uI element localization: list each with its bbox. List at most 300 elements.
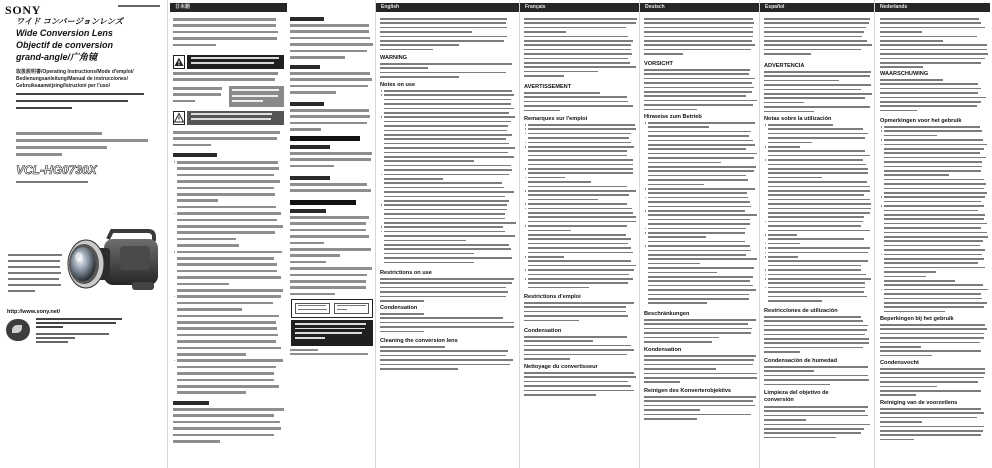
text-line <box>648 166 756 168</box>
text-line <box>644 409 700 411</box>
text-line <box>290 91 336 94</box>
text-line <box>884 157 986 159</box>
bullet-dot <box>881 205 883 207</box>
text-line <box>880 426 984 428</box>
text-block <box>764 18 872 59</box>
text-line <box>884 139 983 141</box>
text-line <box>36 322 116 324</box>
text-block <box>380 18 516 51</box>
text-block <box>644 319 757 344</box>
text-block <box>290 183 373 195</box>
text-line <box>648 175 746 177</box>
website-url: http://www.sony.net/ <box>7 309 61 315</box>
printing-notice <box>36 333 112 345</box>
bullet-dot <box>765 124 767 126</box>
heading-cleaning: Cleaning the conversion lens <box>380 338 458 344</box>
warning-text <box>191 57 279 67</box>
text-line <box>644 100 757 102</box>
manual-title-line: Bedienungsanleitung/Manual de instrucciones/ <box>16 76 128 82</box>
section-heading-bar <box>290 209 326 213</box>
heading-notes-on-use: Notes on use <box>380 82 416 88</box>
text-line <box>384 191 514 193</box>
heading-condensation: Condensvocht <box>880 360 919 366</box>
chapter-heading-bar <box>290 200 356 205</box>
text-line <box>380 355 506 357</box>
language-header-es: Español <box>760 3 874 12</box>
text-line <box>528 256 564 258</box>
text-line <box>524 110 560 112</box>
text-line <box>380 300 424 302</box>
panel-divider <box>519 0 520 468</box>
text-line <box>644 355 756 357</box>
panel-divider <box>375 0 376 468</box>
text-line <box>648 153 757 155</box>
bullet-dot <box>525 190 527 192</box>
text-line <box>884 161 982 163</box>
heading-cleaning: Reiniging van de voorzetlens <box>880 400 958 406</box>
bullet-dot <box>881 254 883 256</box>
text-line <box>884 311 945 313</box>
manual-title-line: 取扱説明書/Operating Instructions/Mode d'emploi/ <box>16 69 134 75</box>
text-block <box>290 109 373 131</box>
text-line <box>884 276 926 278</box>
warning-box <box>173 55 284 69</box>
text-line <box>290 353 368 355</box>
text-line <box>880 368 985 370</box>
text-line <box>764 424 870 426</box>
text-line <box>768 159 863 161</box>
text-block <box>173 87 225 107</box>
text-line <box>384 112 509 114</box>
text-line <box>880 79 943 81</box>
text-line <box>768 296 867 298</box>
text-block <box>290 349 370 355</box>
text-line <box>173 427 281 430</box>
text-line <box>884 280 955 282</box>
text-line <box>524 340 593 342</box>
text-line <box>764 71 871 73</box>
text-line <box>384 130 507 132</box>
text-line <box>648 250 751 252</box>
heading-notes-on-use: Remarques sur l'emploi <box>524 116 588 122</box>
section-heading-bar <box>290 17 324 21</box>
text-line <box>380 18 507 20</box>
text-line <box>884 152 980 154</box>
caution-triangle-icon <box>173 111 185 125</box>
text-line <box>380 49 433 51</box>
text-line <box>528 155 627 157</box>
text-line <box>648 214 757 216</box>
text-line <box>380 278 514 280</box>
text-line <box>880 421 922 423</box>
text-line <box>884 135 937 137</box>
panel-divider <box>874 0 875 468</box>
text-line <box>384 152 508 154</box>
text-line <box>177 199 218 202</box>
text-line <box>648 126 709 128</box>
text-line <box>177 340 276 343</box>
heading-restrictions: Restricciones de utilización <box>764 308 838 314</box>
text-line <box>384 143 509 145</box>
text-line <box>528 216 636 218</box>
text-line <box>232 95 278 97</box>
product-title-fr-cn: grand-angle/广角镜 <box>16 52 98 62</box>
text-line <box>768 252 868 254</box>
text-line <box>884 262 978 264</box>
text-line <box>884 188 984 190</box>
text-block <box>173 72 284 84</box>
bullet-dot <box>765 247 767 249</box>
text-line <box>173 434 274 437</box>
heading-condensation: Condensation <box>380 305 418 311</box>
text-line <box>644 381 680 383</box>
text-line <box>177 244 239 247</box>
text-line <box>764 316 861 318</box>
text-line <box>528 159 633 161</box>
text-line <box>173 137 277 140</box>
text-line <box>337 305 366 306</box>
camcorder-illustration <box>62 226 162 301</box>
text-line <box>764 338 869 340</box>
text-block <box>880 368 988 397</box>
text-line <box>36 337 75 339</box>
text-line <box>290 235 369 238</box>
text-line <box>644 31 753 33</box>
heading-cleaning: Limpieza del objetivo de conversión <box>764 390 829 403</box>
language-header-ja: 日本語 <box>170 3 287 12</box>
text-line <box>384 160 474 162</box>
text-line <box>295 323 366 325</box>
text-line <box>768 216 864 218</box>
text-line <box>880 439 914 441</box>
text-line <box>880 110 917 112</box>
text-line <box>177 308 242 311</box>
text-line <box>384 204 507 206</box>
text-line <box>644 78 755 80</box>
heading-cleaning: Reinigen des Konverterobjektivs <box>644 388 732 394</box>
text-line <box>177 231 275 234</box>
text-line <box>884 223 987 225</box>
text-line <box>764 325 868 327</box>
section-heading-bar <box>290 65 320 69</box>
text-line <box>884 284 983 286</box>
text-line <box>524 44 631 46</box>
text-line <box>384 90 512 92</box>
text-line <box>648 131 751 133</box>
bullet-dot <box>525 208 527 210</box>
text-line <box>177 167 279 170</box>
text-block <box>764 406 872 439</box>
text-line <box>173 144 211 147</box>
text-line <box>290 349 318 351</box>
text-line <box>177 193 275 196</box>
text-line <box>884 183 986 185</box>
text-line <box>880 27 985 29</box>
text-line <box>524 40 633 42</box>
bullet-dot <box>381 116 383 118</box>
text-line <box>768 260 868 262</box>
text-line <box>768 269 861 271</box>
bullet-dot <box>645 122 647 124</box>
text-line <box>648 206 751 208</box>
text-line <box>644 418 697 420</box>
text-line <box>380 76 459 78</box>
text-line <box>177 180 280 183</box>
text-block <box>764 316 872 355</box>
bullet-dot <box>765 278 767 280</box>
text-line <box>290 115 370 118</box>
text-line <box>648 148 746 150</box>
text-line <box>644 323 748 325</box>
text-line <box>884 302 987 304</box>
text-line <box>884 126 980 128</box>
text-line <box>648 272 717 274</box>
text-line <box>648 258 757 260</box>
text-line <box>384 218 505 220</box>
bullet-dot <box>765 221 767 223</box>
text-line <box>648 280 750 282</box>
text-block <box>880 126 988 313</box>
text-line <box>644 377 757 379</box>
text-line <box>384 165 511 167</box>
heading-notes-on-use: Opmerkingen voor het gebruik <box>880 118 962 124</box>
bullet-dot <box>645 245 647 247</box>
text-line <box>384 200 509 202</box>
text-line <box>16 153 62 156</box>
text-block <box>880 79 988 115</box>
text-line <box>380 63 512 65</box>
chapter-heading-bar <box>290 136 360 141</box>
bullet-dot <box>381 226 383 228</box>
text-block <box>880 18 988 68</box>
text-line <box>384 240 466 242</box>
text-line <box>173 408 284 411</box>
text-line <box>880 44 987 46</box>
text-line <box>290 85 368 88</box>
text-line <box>768 124 833 126</box>
text-line <box>648 219 750 221</box>
text-line <box>648 289 756 291</box>
text-line <box>880 101 981 103</box>
text-line <box>177 379 274 382</box>
text-line <box>884 170 981 172</box>
text-line <box>524 49 631 51</box>
text-line <box>768 203 871 205</box>
text-line <box>173 18 276 21</box>
text-line <box>528 287 589 289</box>
text-line <box>648 157 754 159</box>
text-line <box>524 66 636 68</box>
text-line <box>768 133 868 135</box>
model-number: VCL-HG0730X <box>16 163 97 177</box>
text-line <box>524 71 598 73</box>
panel-divider <box>167 0 168 468</box>
text-line <box>290 222 366 225</box>
text-line <box>524 345 631 347</box>
text-line <box>177 385 279 388</box>
text-line <box>8 284 61 286</box>
text-line <box>177 302 273 305</box>
illustration-caption <box>8 254 62 294</box>
text-line <box>884 144 987 146</box>
text-line <box>177 321 276 324</box>
text-line <box>648 188 755 190</box>
bullet-dot <box>174 360 176 362</box>
text-line <box>524 18 637 20</box>
text-line <box>644 373 757 375</box>
text-line <box>880 394 916 396</box>
text-block <box>290 216 373 296</box>
text-line <box>644 82 752 84</box>
text-line <box>524 101 628 103</box>
text-line <box>648 254 746 256</box>
text-line <box>528 247 631 249</box>
text-line <box>644 69 750 71</box>
text-line <box>177 206 276 209</box>
text-line <box>177 270 277 273</box>
text-line <box>290 248 371 251</box>
text-line <box>384 187 504 189</box>
panel-divider <box>639 0 640 468</box>
bullet-dot <box>765 256 767 258</box>
text-line <box>528 269 634 271</box>
text-line <box>8 254 62 256</box>
text-line <box>191 113 272 115</box>
copyright-line <box>16 181 88 183</box>
text-line <box>644 414 751 416</box>
heading-warning: WAARSCHUWING <box>880 71 929 77</box>
panel-divider <box>759 0 760 468</box>
text-line <box>768 238 864 240</box>
bullet-dot <box>525 203 527 205</box>
bullet-dot <box>174 213 176 215</box>
bullet-dot <box>525 168 527 170</box>
text-line <box>768 181 867 183</box>
text-line <box>764 40 867 42</box>
text-line <box>880 40 943 42</box>
text-line <box>173 100 195 103</box>
text-line <box>644 359 754 361</box>
text-line <box>648 276 753 278</box>
text-line <box>880 434 981 436</box>
text-line <box>764 97 865 99</box>
text-line <box>644 91 752 93</box>
text-line <box>884 232 987 234</box>
text-line <box>768 194 864 196</box>
language-header-nl: Nederlands <box>875 3 990 12</box>
text-line <box>384 169 512 171</box>
product-title-ja: ワイド コンバージョンレンズ <box>16 17 123 26</box>
text-line <box>644 337 719 339</box>
text-line <box>295 328 365 330</box>
heading-restrictions: Beperkingen bij het gebruik <box>880 316 954 322</box>
bullet-dot <box>645 232 647 234</box>
text-line <box>380 331 424 333</box>
text-block <box>524 18 637 80</box>
text-line <box>884 271 936 273</box>
bullet-dot <box>765 146 767 148</box>
text-line <box>648 232 745 234</box>
bullet-dot <box>881 289 883 291</box>
text-line <box>173 93 221 96</box>
heading-notes-on-use: Notas sobre la utilización <box>764 116 832 122</box>
text-line <box>384 178 443 180</box>
text-line <box>648 236 706 238</box>
text-line <box>290 37 370 40</box>
text-line <box>644 109 697 111</box>
text-line <box>648 263 700 265</box>
text-line <box>384 134 512 136</box>
text-line <box>384 182 502 184</box>
text-line <box>768 278 871 280</box>
text-block <box>644 396 757 422</box>
text-line <box>648 241 745 243</box>
text-line <box>177 219 277 222</box>
text-line <box>648 294 749 296</box>
text-line <box>768 212 870 214</box>
text-line <box>528 128 636 130</box>
text-line <box>648 210 745 212</box>
text-line <box>528 150 627 152</box>
text-line <box>884 218 984 220</box>
text-line <box>380 317 503 319</box>
text-line <box>884 298 982 300</box>
text-line <box>764 89 861 91</box>
text-line <box>648 179 748 181</box>
text-line <box>524 385 631 387</box>
text-block <box>380 278 516 302</box>
text-line <box>177 283 229 286</box>
text-line <box>290 128 321 131</box>
text-line <box>290 56 345 59</box>
text-line <box>648 302 707 304</box>
text-line <box>764 437 836 439</box>
text-line <box>768 190 870 192</box>
product-title-fr: Objectif de conversion <box>16 40 114 50</box>
bullet-dot <box>765 274 767 276</box>
text-block <box>644 355 757 385</box>
heading-warning: AVERTISSEMENT <box>524 84 572 90</box>
text-line <box>648 197 748 199</box>
text-line <box>880 328 987 330</box>
text-line <box>380 350 508 352</box>
text-line <box>764 329 867 331</box>
text-line <box>232 100 263 102</box>
text-line <box>290 242 324 245</box>
text-line <box>880 83 978 85</box>
text-line <box>380 359 513 361</box>
text-line <box>173 440 220 443</box>
text-line <box>884 240 983 242</box>
text-line <box>384 262 474 264</box>
text-line <box>524 302 634 304</box>
text-line <box>528 168 633 170</box>
text-line <box>648 228 746 230</box>
text-line <box>880 412 984 414</box>
text-line <box>177 295 281 298</box>
text-line <box>384 248 511 250</box>
text-line <box>528 137 629 139</box>
text-line <box>880 88 981 90</box>
text-line <box>177 251 282 254</box>
language-header-fr: Français <box>520 3 639 12</box>
text-line <box>764 75 870 77</box>
text-line <box>173 414 274 417</box>
text-line <box>290 30 369 33</box>
text-line <box>290 165 334 168</box>
text-line <box>768 128 863 130</box>
text-line <box>884 249 985 251</box>
